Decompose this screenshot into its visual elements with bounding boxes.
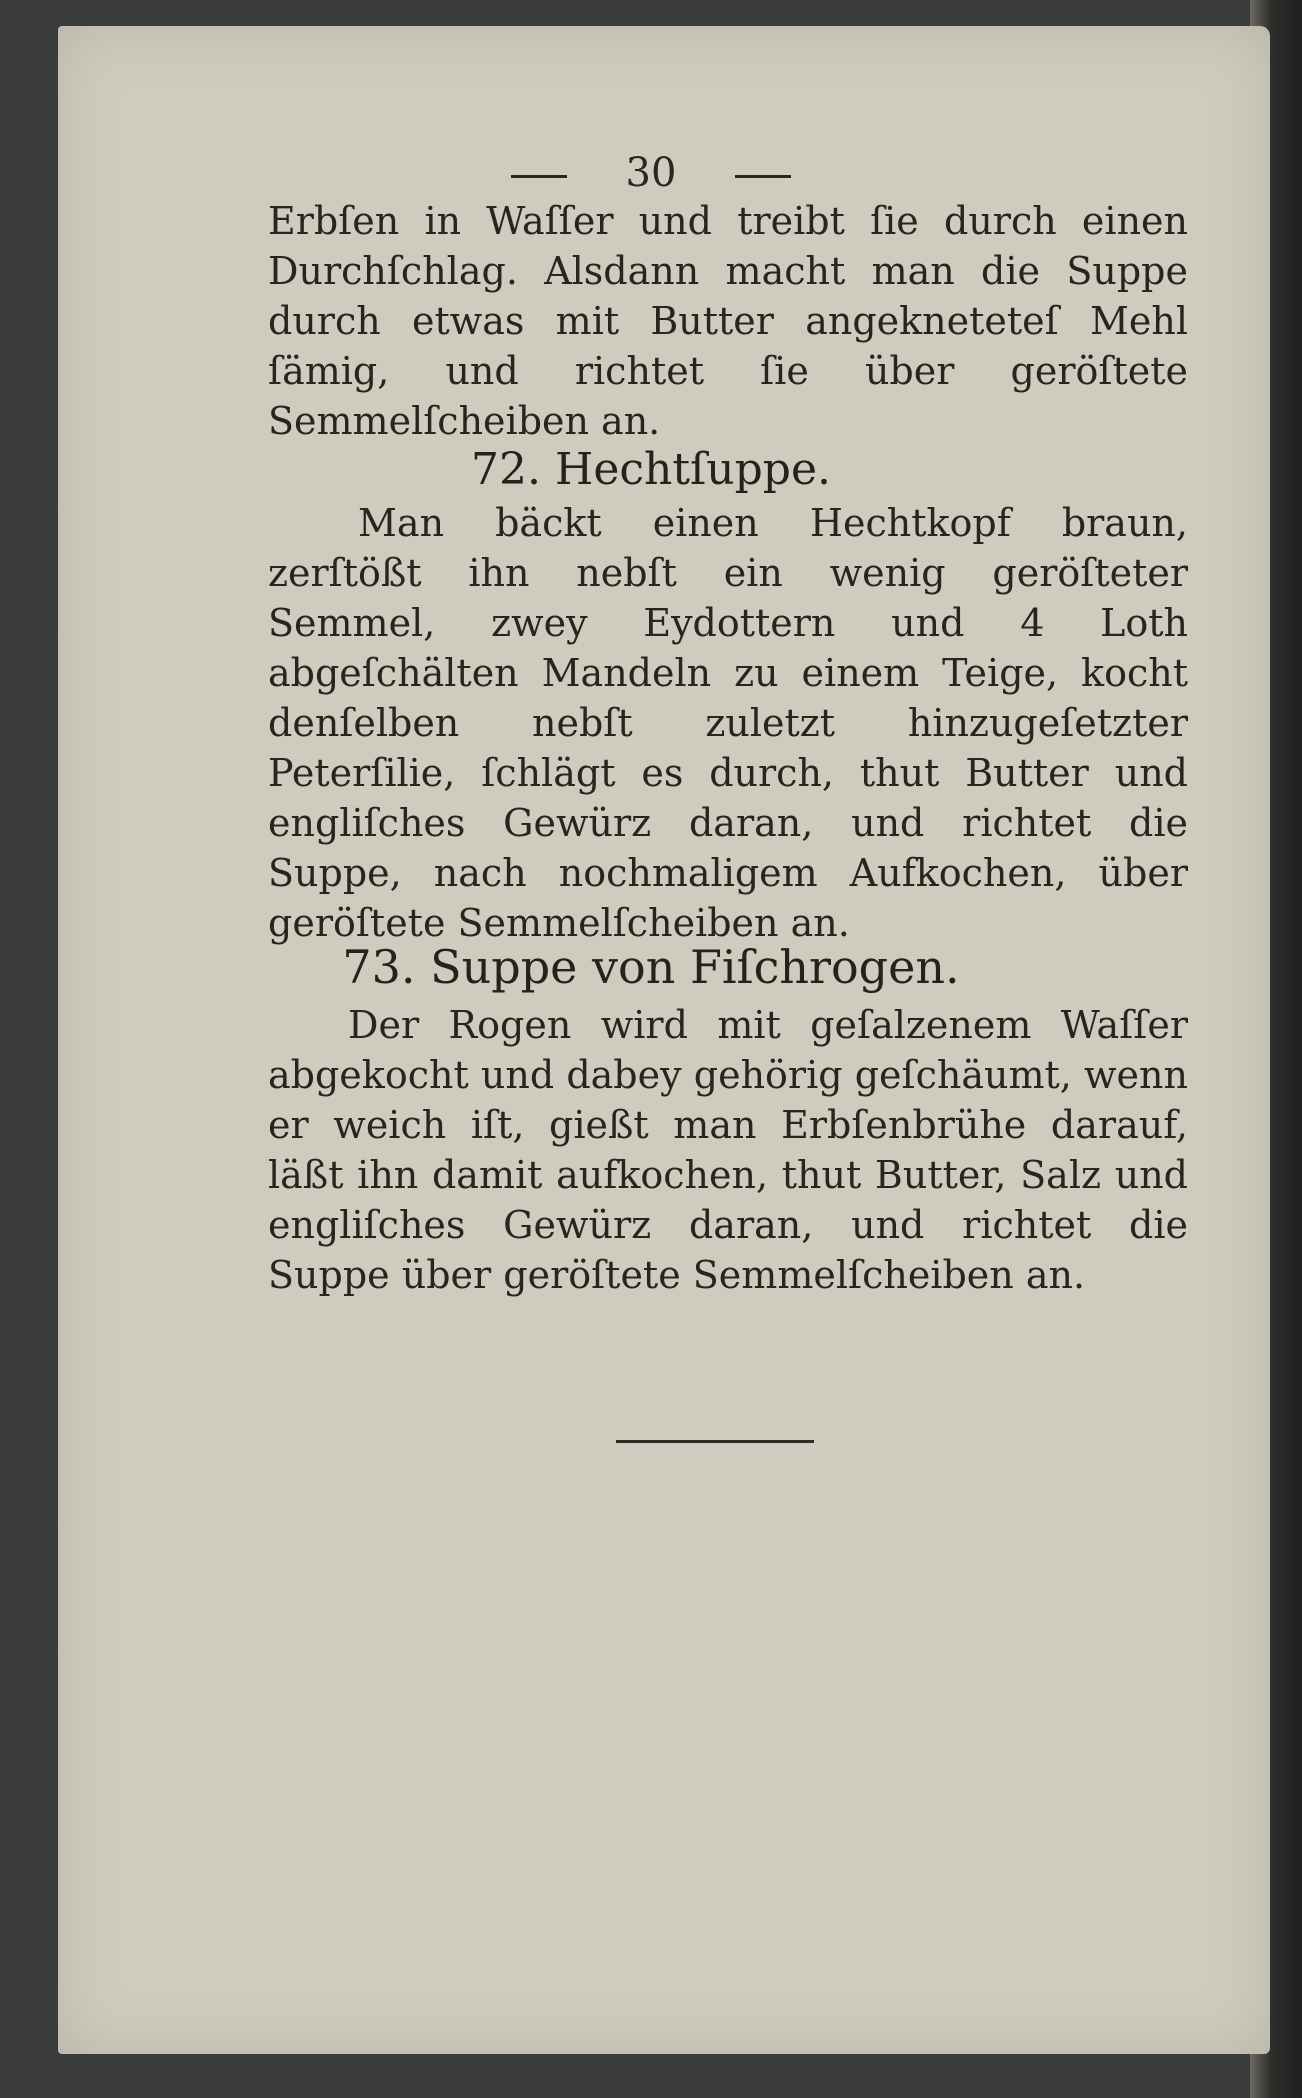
header-dash-right (735, 175, 791, 178)
recipe-73-text: Der Rogen wird mit geſalzenem Waſſer abgekocht und dabey gehörig geſchäumt, wenn er weich iſt, gießt man Erbſenbrühe darauf, läßt ihn damit aufkochen, thut Butter, Salz und engliſches Gewürz daran, und richtet die Suppe über geröſtete Semmelſcheiben an. (268, 1003, 1188, 1297)
recipe-73-heading: 73. Suppe von Fiſchrogen. (342, 940, 960, 994)
continuation-paragraph: Erbſen in Waſſer und treibt ſie durch einen Durchſchlag. Alsdann macht man die Suppe durch etwas mit Butter angekneteteſ Mehl ſämig, und richtet ſie über geröſtete Semmelſcheiben an. (268, 199, 1188, 443)
page-header (0, 150, 1302, 196)
end-rule (616, 1440, 814, 1443)
recipe-72-heading: 72. Hechtſuppe. (470, 444, 831, 495)
recipe-72-text: Man bäckt einen Hechtkopf braun, zerſtößt ihn nebſt ein wenig geröſteter Semmel, zwey Eydottern und 4 Loth abgeſchälten Mandeln zu einem Teige, kocht denſelben nebſt zuletzt hinzugeſetzter Peterſilie, ſchlägt es durch, thut Butter und engliſches Gewürz daran, und richtet die Suppe, nach nochmaligem Aufkochen, über geröſtete Semmelſcheiben an. (268, 501, 1188, 945)
header-dash-left (511, 175, 567, 178)
page-number: 30 (625, 150, 677, 196)
